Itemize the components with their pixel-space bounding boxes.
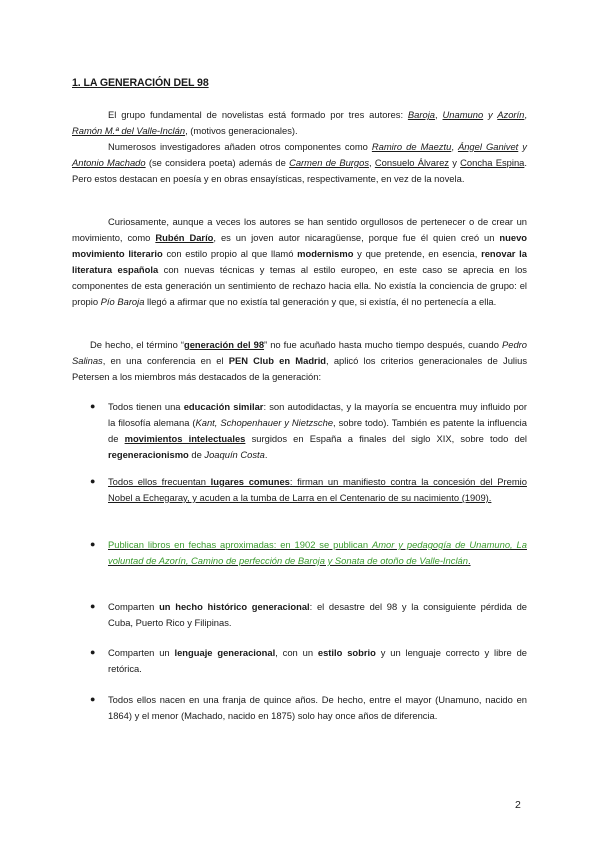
name-pedro-salinas: Pedro Salinas bbox=[72, 339, 528, 366]
text: de bbox=[188, 448, 205, 460]
bullet-icon: ● bbox=[90, 476, 96, 486]
text: . bbox=[467, 554, 471, 566]
intro-block bbox=[72, 107, 527, 187]
text: , (motivos generacionales). bbox=[185, 124, 298, 136]
text: Numerosos investigadores añaden otros componentes como bbox=[108, 140, 372, 152]
text: y un lenguaje correcto y libre de retórica. bbox=[108, 647, 527, 674]
paragraph-modernismo bbox=[72, 214, 527, 309]
text: llegó a afirmar que no existía tal generación y que, si existía, él no pertenecía a ella. bbox=[144, 295, 497, 307]
text: , bbox=[451, 140, 458, 152]
list-item-hecho bbox=[72, 599, 527, 631]
modernismo-block bbox=[72, 214, 527, 309]
text: , en una conferencia en el bbox=[102, 354, 229, 366]
author-valle-inclan: Ramón M.ª del Valle-Inclán bbox=[72, 124, 186, 136]
emphasis-nuevo-movimiento: nuevo movimiento literario bbox=[72, 231, 528, 259]
text: : el desastre del 98 y la consiguiente pérdida de Cuba, Puerto Rico y Filipinas. bbox=[108, 601, 527, 628]
text: y bbox=[518, 140, 527, 152]
emphasis-estilo-sobrio: estilo sobrio bbox=[317, 647, 376, 658]
text: Curiosamente, aunque a veces los autores se han sentido orgullosos de pertenecer o de crear un movimiento, como bbox=[72, 216, 527, 243]
author-azorin: Azorín bbox=[497, 109, 525, 120]
book-titles: Amor y pedagogía de Unamuno, La voluntad de Azorín, Camino de perfección de Baroja y Sonata de otoño de Valle-Inclán bbox=[108, 539, 527, 566]
text: , es un joven autor nicaragüense, porque fue él quien creó un bbox=[213, 231, 500, 243]
emphasis-modernismo: modernismo bbox=[297, 247, 354, 259]
term-origin-block bbox=[72, 337, 527, 385]
emphasis-movimientos: movimientos intelectuales bbox=[124, 432, 246, 444]
text: Comparten bbox=[108, 601, 160, 612]
emphasis-educacion: educación similar bbox=[183, 401, 264, 412]
list-item-education bbox=[72, 399, 527, 463]
criteria-list-2 bbox=[72, 474, 527, 506]
text: , bbox=[369, 156, 375, 168]
section-heading: 1. LA GENERACIÓN DEL 98 bbox=[72, 77, 209, 89]
author-unamuno: Unamuno bbox=[442, 109, 484, 120]
page-number: 2 bbox=[515, 799, 521, 811]
emphasis-pen-club: PEN Club en Madrid bbox=[228, 354, 327, 366]
emphasis-renovar: renovar la literatura española bbox=[72, 247, 527, 275]
author-alvarez: Consuelo Álvarez bbox=[374, 156, 449, 168]
text: y bbox=[448, 156, 461, 168]
text: y que pretende, en esencia, bbox=[353, 247, 482, 259]
bullet-icon: ● bbox=[90, 401, 96, 411]
criteria-list-6 bbox=[72, 692, 527, 724]
text: El grupo fundamental de novelistas está formado por tres autores: bbox=[108, 109, 408, 120]
bullet-icon: ● bbox=[90, 647, 96, 657]
name-pio-baroja: Pío Baroja bbox=[100, 295, 145, 307]
criteria-list-5 bbox=[72, 645, 527, 677]
text: : firman un manifiesto contra la concesión del Premio Nobel a Echegaray, y acuden a la tumba de Larra en el Centenario de su nacimiento (1909). bbox=[108, 476, 527, 503]
list-item-lenguaje bbox=[72, 645, 527, 677]
paragraph-other-components bbox=[72, 139, 527, 187]
text: . Pero estos destacan en poesía y en obras ensayísticas, respectivamente, en vez de la novela. bbox=[72, 156, 527, 184]
text: , con un bbox=[275, 647, 318, 658]
emphasis-lenguaje: lenguaje generacional bbox=[174, 647, 276, 658]
paragraph-main-authors bbox=[72, 107, 527, 139]
name-ruben-dario: Rubén Darío bbox=[155, 231, 214, 243]
author-burgos: Carmen de Burgos bbox=[289, 156, 370, 168]
text: , bbox=[435, 109, 443, 120]
criteria-list-4 bbox=[72, 599, 527, 631]
criteria-list-3 bbox=[72, 537, 527, 569]
emphasis-generacion-98: generación del 98 bbox=[183, 339, 265, 350]
bullet-icon: ● bbox=[90, 694, 96, 704]
text: , bbox=[524, 109, 527, 120]
text: De hecho, el término “ bbox=[90, 339, 184, 350]
author-machado: Antonio Machado bbox=[72, 156, 146, 168]
text: Comparten un bbox=[108, 647, 175, 658]
paragraph-term-origin bbox=[72, 337, 527, 385]
author-ganivet: Ángel Ganivet bbox=[457, 140, 519, 152]
text: y bbox=[483, 109, 498, 120]
text: , aplicó los criterios generacionales de Julius Petersen a los miembros más destacados de la generación: bbox=[72, 354, 528, 382]
philosophers: Kant, Schopenhauer y Nietzsche bbox=[195, 416, 334, 428]
text: , sobre todo). También es patente la influencia de bbox=[108, 416, 527, 444]
emphasis-lugares-comunes: lugares comunes bbox=[210, 476, 290, 487]
emphasis-regeneracionismo: regeneracionismo bbox=[108, 448, 189, 460]
text: (se considera poeta) además de bbox=[145, 156, 290, 168]
author-maeztu: Ramiro de Maeztu bbox=[371, 140, 452, 152]
text: Todos ellos frecuentan bbox=[108, 476, 211, 487]
list-item-books bbox=[72, 537, 527, 569]
bullet-icon: ● bbox=[90, 539, 96, 549]
criteria-list-1 bbox=[72, 399, 527, 463]
emphasis-hecho-historico: un hecho histórico generacional bbox=[159, 601, 310, 612]
list-item-franja bbox=[72, 692, 527, 724]
text: ” no fue acuñado hasta mucho tiempo después, cuando bbox=[264, 339, 502, 350]
text: Todos ellos nacen en una franja de quince años. De hecho, entre el mayor (Unamuno, nacido en 1864) y el menor (Machado, nacido en 1875) solo hay once años de diferencia. bbox=[108, 694, 527, 721]
name-joaquin-costa: Joaquín Costa bbox=[204, 448, 265, 460]
text: Todos tienen una bbox=[108, 401, 184, 412]
text: con nuevas técnicas y temas al estilo europeo, en este caso se aprecia en los componentes de esta generación un sentimiento de rechazo hacia ella. No existía la conciencia de grupo: el propio bbox=[72, 263, 527, 307]
text: con estilo propio al que llamó bbox=[162, 247, 298, 259]
author-baroja: Baroja bbox=[407, 109, 436, 120]
text: surgidos en España a finales del siglo XIX, sobre todo del bbox=[245, 432, 527, 444]
text: Publican libros en fechas aproximadas: en 1902 se publican bbox=[108, 539, 372, 550]
bullet-icon: ● bbox=[90, 601, 96, 611]
text: : son autodidactas, y la mayoría se encuentra muy influido por la filosofía alemana ( bbox=[108, 401, 528, 428]
text: . bbox=[264, 448, 268, 460]
author-espina: Concha Espina bbox=[460, 156, 525, 168]
list-item-lugares bbox=[72, 474, 527, 506]
